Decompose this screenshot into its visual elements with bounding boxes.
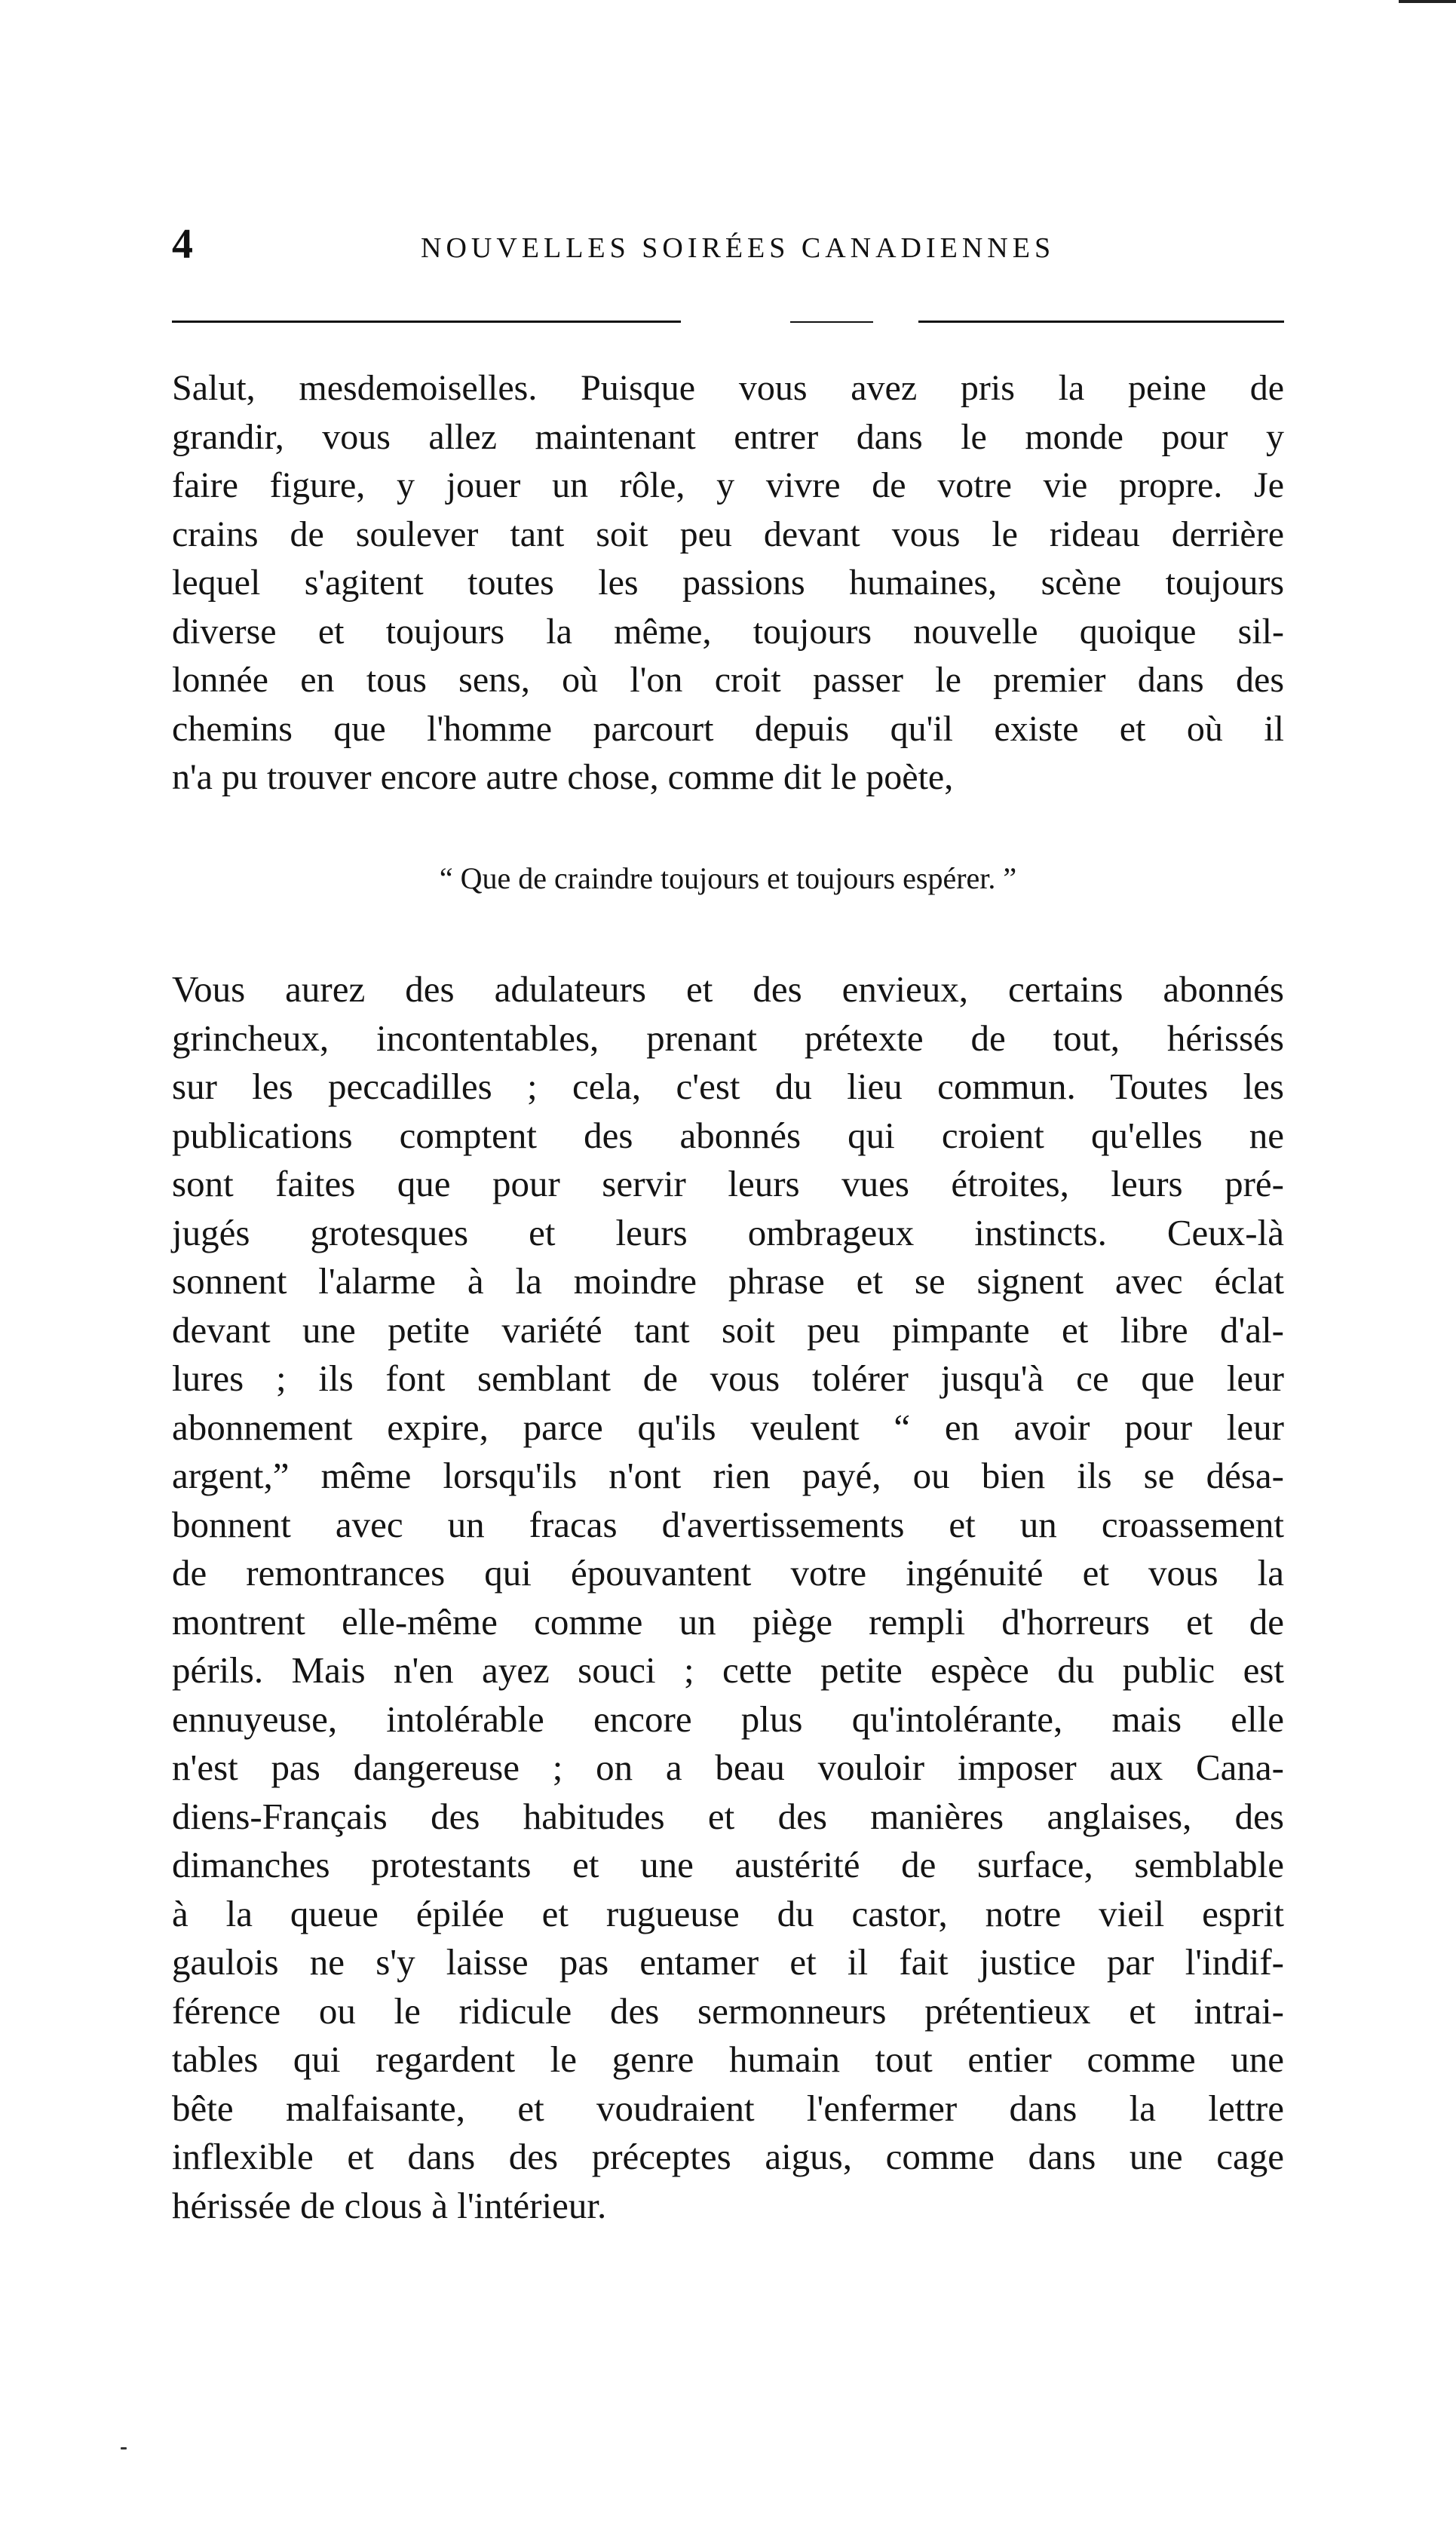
paragraph-line: gaulois ne s'y laisse pas entamer et il fait justice par l'indif- [172,1941,1284,1983]
paragraph-line: Salut, mesdemoiselles. Puisque vous avez pris la peine de [172,368,1284,408]
paragraph-1 [172,364,1284,802]
paragraph-line: publications comptent des abonnés qui croient qu'elles ne [172,1114,1284,1156]
header-rule-segment [918,321,1284,323]
paragraph-line: lures ; ils font semblant de vous tolérer jusqu'à ce que leur [172,1357,1284,1399]
header-rule-gap [873,321,918,323]
paragraph-line: inflexible et dans des préceptes aigus, comme dans une cage [172,2136,1284,2177]
paragraph-line: devant une petite variété tant soit peu pimpante et libre d'al- [172,1308,1284,1351]
header-rule-segment [790,321,873,323]
paragraph-line: lequel s'agitent toutes les passions humaines, scène toujours [172,563,1284,603]
paragraph-line: dimanches protestants et une austérité de surface, semblable [172,1844,1284,1885]
paragraph-line: bête malfaisante, et voudraient l'enfermer dans la lettre [172,2087,1284,2129]
paragraph-2 [172,965,1284,2230]
paragraph-line: grandir, vous allez maintenant entrer dans le monde pour y [172,416,1284,457]
paragraph-line: Vous aurez des adulateurs et des envieux, certains abonnés [172,968,1284,1010]
paragraph-line: chemins que l'homme parcourt depuis qu'il existe et où il [172,708,1284,749]
header-rule-gap [681,321,790,323]
paragraph-line: bonnent avec un fracas d'avertissements et un croassement [172,1503,1284,1545]
paragraph-line: crains de soulever tant soit peu devant vous le rideau derrière [172,514,1284,554]
paragraph-line: montrent elle-même comme un piège rempli d'horreurs et de [172,1600,1284,1643]
paragraph-line: lonnée en tous sens, où l'on croit passer le premier dans des [172,660,1284,700]
paragraph-line: sur les peccadilles ; cela, c'est du lieu commun. Toutes les [172,1066,1284,1107]
paragraph-line: tables qui regardent le genre humain tout entier comme une [172,2038,1284,2080]
paragraph-line: diens-Français des habitudes et des manières anglaises, des [172,1795,1284,1837]
paragraph-line: faire figure, y jouer un rôle, y vivre de votre vie propre. Je [172,465,1284,505]
scan-speck [121,2447,127,2449]
paragraph-line: jugés grotesques et leurs ombrageux instincts. Ceux-là [172,1211,1284,1253]
paragraph-line: à la queue épilée et rugueuse du castor, notre vieil esprit [172,1892,1284,1934]
header-rule [172,321,1284,331]
paragraph-line: hérissée de clous à l'intérieur. [172,2184,607,2226]
paragraph-line: abonnement expire, parce qu'ils veulent “ en avoir pour leur [172,1406,1284,1448]
paragraph-line: sont faites que pour servir leurs vues étroites, leurs pré- [172,1163,1284,1204]
paragraph-line: argent,” même lorsqu'ils n'ont rien payé, ou bien ils se désa- [172,1455,1284,1496]
paragraph-line: de remontrances qui épouvantent votre ingénuité et vous la [172,1552,1284,1594]
paragraph-line: périls. Mais n'en ayez souci ; cette petite espèce du public est [172,1649,1284,1691]
verse-quote: “ Que de craindre toujours et toujours espérer. ” [439,861,1017,895]
paragraph-line: n'est pas dangereuse ; on a beau vouloir imposer aux Cana- [172,1747,1284,1788]
running-title: NOUVELLES SOIRÉES CANADIENNES [421,232,1056,264]
paragraph-line: diverse et toujours la même, toujours nouvelle quoique sil- [172,611,1284,652]
paragraph-line: grincheux, incontentables, prenant prétexte de tout, hérissés [172,1017,1284,1059]
header-rule-segment [172,321,681,323]
scan-edge-mark [1399,0,1456,3]
paragraph-line: férence ou le ridicule des sermonneurs prétentieux et intrai- [172,1989,1284,2032]
paragraph-line: ennuyeuse, intolérable encore plus qu'intolérante, mais elle [172,1698,1284,1740]
page-number: 4 [172,221,193,268]
paragraph-line: n'a pu trouver encore autre chose, comme dit le poète, [172,757,954,797]
page-header [172,223,1284,299]
paragraph-line: sonnent l'alarme à la moindre phrase et se signent avec éclat [172,1260,1284,1302]
